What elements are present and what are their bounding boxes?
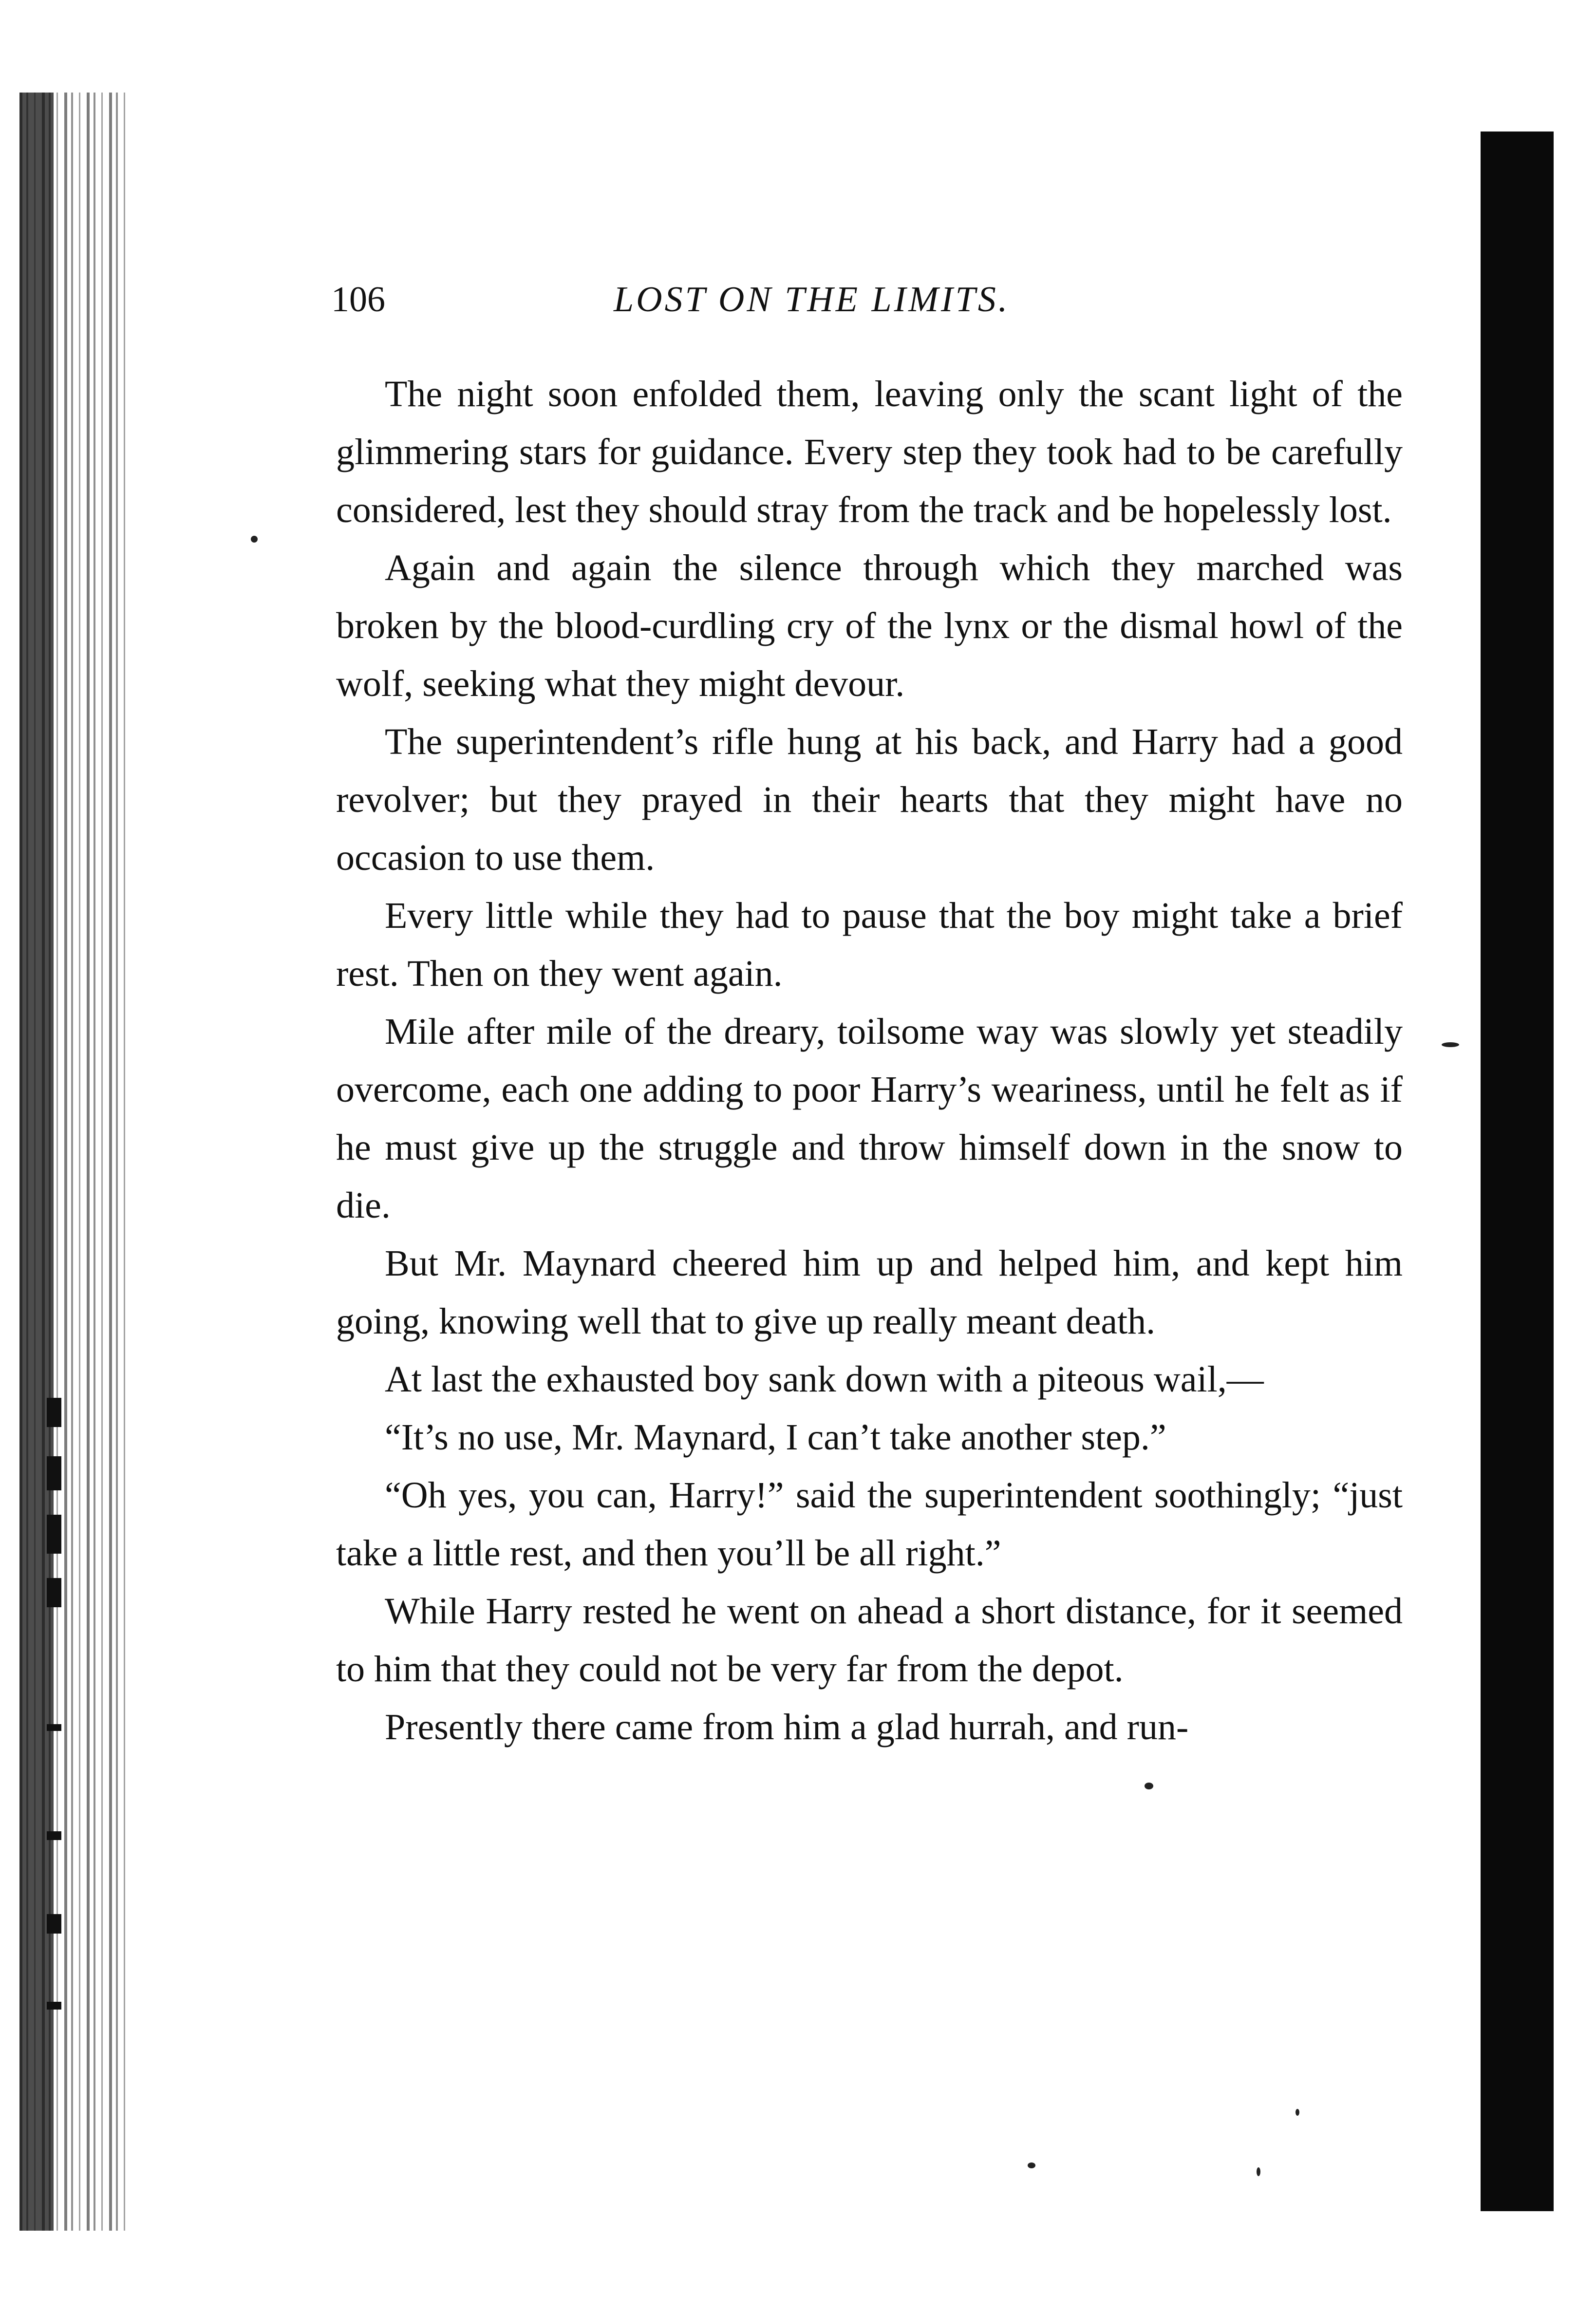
body-text bbox=[336, 365, 1403, 1756]
paragraph: At last the exhausted boy sank down with a piteous wail,— bbox=[385, 1359, 1264, 1400]
paragraph: The superintendent’s rifle hung at his back, and Harry had a good revolver; but they prayed in their hearts that they might have no occasion to use them. bbox=[336, 721, 1403, 878]
paragraph: While Harry rested he went on ahead a short distance, for it seemed to him that they could not be very far from the depot. bbox=[336, 1591, 1403, 1690]
paragraph: But Mr. Maynard cheered him up and helped him, and kept him going, knowing well that to give up really meant death. bbox=[336, 1243, 1403, 1342]
binding-mark bbox=[47, 2002, 61, 2010]
scan-speck bbox=[1257, 2167, 1260, 2176]
binding-mark bbox=[47, 1831, 61, 1840]
paragraph: Presently there came from him a glad hurrah, and run- bbox=[385, 1707, 1189, 1748]
scan-speck bbox=[1442, 1042, 1459, 1047]
scan-speck bbox=[1145, 1783, 1153, 1789]
paragraph: “Oh yes, you can, Harry!” said the superintendent soothingly; “just take a little rest, and then you’ll be all right.” bbox=[336, 1475, 1403, 1574]
running-title: LOST ON THE LIMITS. bbox=[614, 280, 1010, 320]
scanned-page-edge bbox=[1481, 132, 1554, 2211]
page-number: 106 bbox=[331, 280, 385, 320]
page-header bbox=[331, 273, 1135, 326]
binding-mark bbox=[47, 1724, 61, 1731]
paragraph: Again and again the silence through which they marched was broken by the blood-curdling cry of the lynx or the dismal howl of the wolf, seeking what they might devour. bbox=[336, 547, 1403, 704]
binding-mark bbox=[47, 1914, 61, 1934]
paragraph: “It’s no use, Mr. Maynard, I can’t take another step.” bbox=[385, 1417, 1166, 1458]
paragraph: The night soon enfolded them, leaving only the scant light of the glimmering stars for guidance. Every step they took had to be carefully considered, lest they should stray from the track and be hopelessly lost. bbox=[336, 374, 1403, 530]
binding-mark bbox=[47, 1578, 61, 1607]
scan-speck bbox=[251, 536, 258, 543]
scan-speck bbox=[1296, 2109, 1299, 2116]
scan-speck bbox=[1028, 2162, 1035, 2168]
binding-mark bbox=[47, 1456, 61, 1490]
binding-mark bbox=[47, 1398, 61, 1427]
paragraph: Every little while they had to pause that the boy might take a brief rest. Then on they went again. bbox=[336, 895, 1403, 994]
scanned-binding-shadow bbox=[19, 93, 54, 2231]
paragraph: Mile after mile of the dreary, toilsome way was slowly yet steadily overcome, each one adding to poor Harry’s weariness, until he felt as if he must give up the struggle and throw himself down in the snow to die. bbox=[336, 1011, 1403, 1226]
binding-mark bbox=[47, 1515, 61, 1554]
